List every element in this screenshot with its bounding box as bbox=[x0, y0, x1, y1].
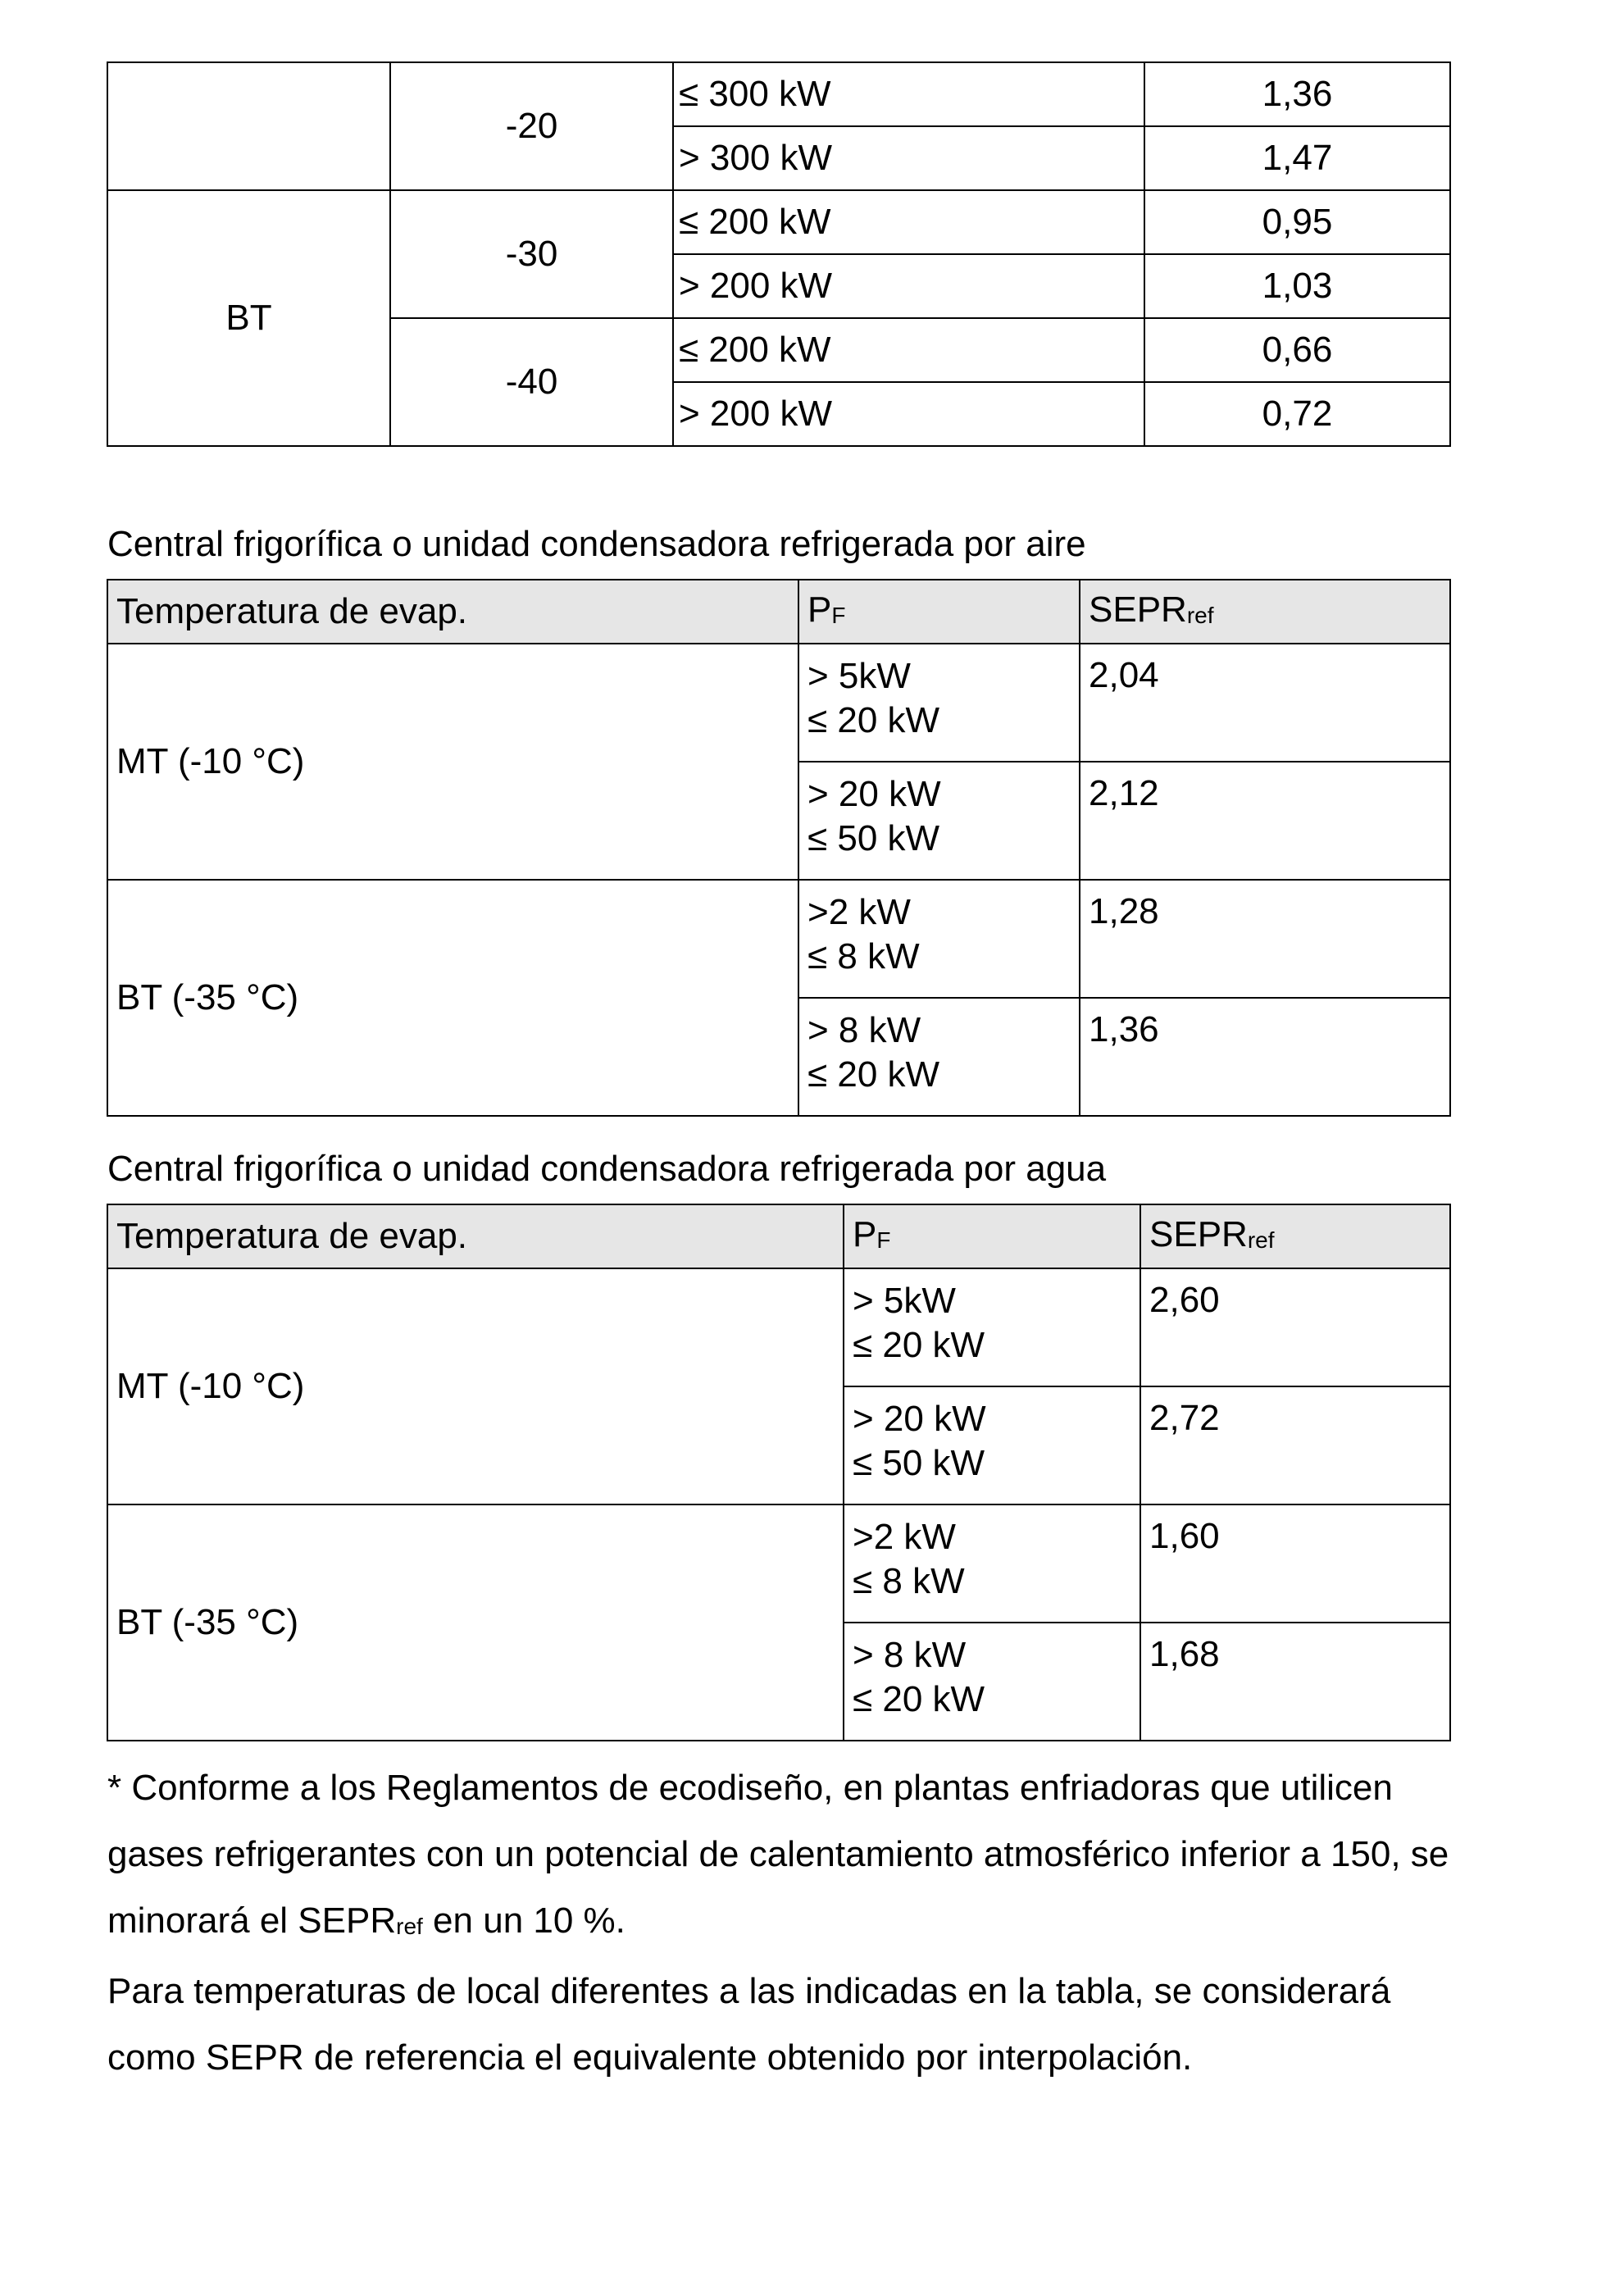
header-pf-main: P bbox=[807, 589, 832, 630]
header-pf-main: P bbox=[853, 1213, 877, 1254]
table-row bbox=[107, 1504, 1450, 1623]
air-table bbox=[107, 579, 1451, 1117]
pf-cell bbox=[844, 1386, 1140, 1504]
pf-cell bbox=[844, 1623, 1140, 1741]
footnote-paragraph-1 bbox=[107, 1755, 1452, 1958]
footnote-text-end: en un 10 %. bbox=[422, 1900, 625, 1941]
value-cell: 1,47 bbox=[1144, 126, 1450, 190]
header-sepr-main: SEPR bbox=[1149, 1213, 1248, 1254]
header-pf bbox=[798, 580, 1080, 644]
water-table bbox=[107, 1204, 1451, 1741]
pf-cell bbox=[844, 1504, 1140, 1623]
power-cell: > 200 kW bbox=[673, 382, 1144, 446]
header-sepr-main: SEPR bbox=[1089, 589, 1187, 630]
power-cell: ≤ 200 kW bbox=[673, 190, 1144, 254]
pf-line: > 8 kW bbox=[853, 1635, 967, 1675]
empty-cell bbox=[107, 62, 390, 190]
temp-cell: -40 bbox=[390, 318, 673, 446]
table-row bbox=[107, 880, 1450, 998]
pf-line: > 5kW bbox=[853, 1281, 956, 1321]
pf-line: > 8 kW bbox=[807, 1010, 921, 1050]
pf-line: ≤ 8 kW bbox=[807, 936, 920, 976]
pf-line: ≤ 20 kW bbox=[853, 1325, 985, 1365]
power-cell: ≤ 200 kW bbox=[673, 318, 1144, 382]
value-cell: 2,04 bbox=[1080, 644, 1450, 762]
pf-cell bbox=[844, 1268, 1140, 1386]
value-cell: 1,60 bbox=[1140, 1504, 1450, 1623]
header-sepr bbox=[1080, 580, 1450, 644]
table-row bbox=[107, 62, 1450, 126]
pf-cell bbox=[798, 644, 1080, 762]
temp-cell: -30 bbox=[390, 190, 673, 318]
group-label-cell: BT bbox=[107, 190, 390, 446]
group-label-cell: BT (-35 °C) bbox=[107, 880, 798, 1116]
footnote-text: * Conforme a los Reglamentos de ecodiseño, en plantas enfriadoras que utilicen gases refrigerantes con un potencial de calentamiento atmosférico inferior a 150, se minorará el SEPR bbox=[107, 1768, 1449, 1941]
footnote bbox=[107, 1755, 1452, 2091]
power-cell: ≤ 300 kW bbox=[673, 62, 1144, 126]
air-table-caption: Central frigorífica o unidad condensadora refrigerada por aire bbox=[107, 524, 1086, 564]
value-cell: 1,36 bbox=[1080, 998, 1450, 1116]
value-cell: 1,68 bbox=[1140, 1623, 1450, 1741]
table-row bbox=[107, 644, 1450, 762]
header-sepr-sub: ref bbox=[1186, 602, 1214, 628]
header-row bbox=[107, 1204, 1450, 1268]
pf-line: >2 kW bbox=[807, 892, 911, 932]
pf-line: ≤ 50 kW bbox=[853, 1443, 985, 1483]
pf-line: ≤ 50 kW bbox=[807, 818, 940, 858]
value-cell: 0,66 bbox=[1144, 318, 1450, 382]
footnote-sub: ref bbox=[396, 1914, 423, 1939]
value-cell: 1,36 bbox=[1144, 62, 1450, 126]
power-cell: > 200 kW bbox=[673, 254, 1144, 318]
header-sepr-sub: ref bbox=[1247, 1227, 1275, 1253]
top-table bbox=[107, 61, 1451, 447]
pf-line: > 20 kW bbox=[853, 1399, 986, 1439]
pf-line: ≤ 20 kW bbox=[853, 1679, 985, 1719]
pf-cell bbox=[798, 998, 1080, 1116]
group-label-cell: BT (-35 °C) bbox=[107, 1504, 844, 1741]
group-label-cell: MT (-10 °C) bbox=[107, 644, 798, 880]
pf-line: ≤ 20 kW bbox=[807, 1054, 940, 1095]
value-cell: 0,72 bbox=[1144, 382, 1450, 446]
value-cell: 2,60 bbox=[1140, 1268, 1450, 1386]
group-label-cell: MT (-10 °C) bbox=[107, 1268, 844, 1504]
footnote-paragraph-2: Para temperaturas de local diferentes a las indicadas en la tabla, se considerará como SEPR de referencia el equivalente obtenido por interpolación. bbox=[107, 1971, 1391, 2078]
table-row bbox=[107, 1268, 1450, 1386]
table-row bbox=[107, 190, 1450, 254]
pf-line: >2 kW bbox=[853, 1517, 956, 1557]
pf-line: > 20 kW bbox=[807, 774, 941, 814]
pf-cell bbox=[798, 762, 1080, 880]
water-table-caption: Central frigorífica o unidad condensadora refrigerada por agua bbox=[107, 1149, 1107, 1189]
pf-cell bbox=[798, 880, 1080, 998]
header-row bbox=[107, 580, 1450, 644]
header-pf-sub: F bbox=[876, 1227, 891, 1253]
power-cell: > 300 kW bbox=[673, 126, 1144, 190]
pf-line: > 5kW bbox=[807, 656, 911, 696]
header-pf-sub: F bbox=[831, 602, 846, 628]
value-cell: 0,95 bbox=[1144, 190, 1450, 254]
header-sepr bbox=[1140, 1204, 1450, 1268]
value-cell: 1,28 bbox=[1080, 880, 1450, 998]
temp-cell: -20 bbox=[390, 62, 673, 190]
header-temp: Temperatura de evap. bbox=[107, 580, 798, 644]
pf-line: ≤ 20 kW bbox=[807, 700, 940, 740]
value-cell: 2,12 bbox=[1080, 762, 1450, 880]
header-pf bbox=[844, 1204, 1140, 1268]
pf-line: ≤ 8 kW bbox=[853, 1561, 965, 1601]
value-cell: 1,03 bbox=[1144, 254, 1450, 318]
value-cell: 2,72 bbox=[1140, 1386, 1450, 1504]
header-temp: Temperatura de evap. bbox=[107, 1204, 844, 1268]
